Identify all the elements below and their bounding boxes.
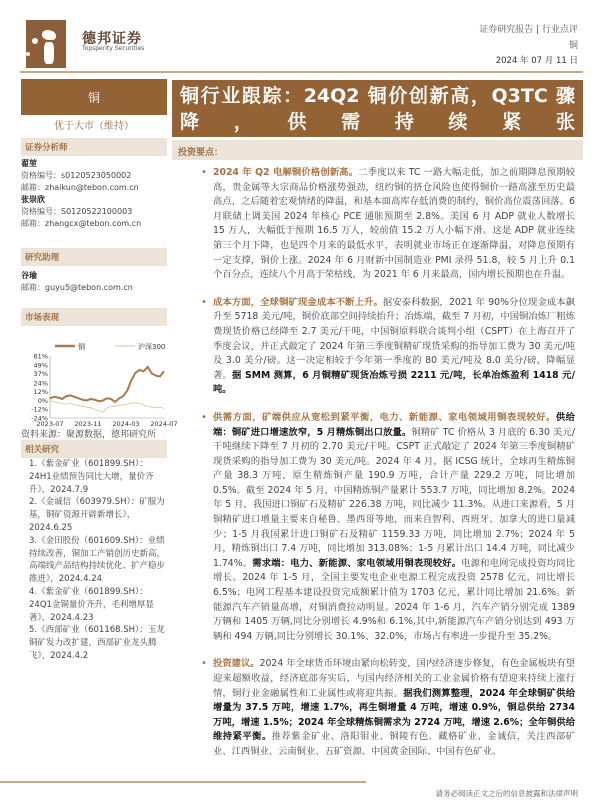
legend-label: 沪深300 [138, 343, 166, 351]
y-tick-label: -24% [31, 414, 48, 423]
bullet-icon: • [201, 167, 207, 178]
cert-label: 资格编号： [21, 207, 61, 216]
y-tick-label: 61% [33, 352, 48, 361]
point-heading: 投资建议。 [213, 658, 260, 670]
bullet-icon: • [201, 658, 207, 670]
sector-label: 铜 [21, 79, 167, 115]
invest-points-body [201, 166, 575, 773]
related-item[interactable]: 4.《紫金矿业（601899.SH）：24Q1金铜量价齐升，毛利增厚显著》，2024.4.23 [29, 586, 154, 623]
invest-point [201, 657, 575, 759]
related-item[interactable]: 1.《紫金矿业（601899.SH）：24H1业绩预告同比大增，量价齐升》，2024.7.9 [29, 459, 154, 495]
cert-label: 资格编号： [21, 171, 61, 180]
x-tick-label: 2024-07 [150, 420, 178, 428]
point-text: 据我们测算整理，2024 年全球铜矿供给增量为 37.5 万吨，增速 1.7%，再生铜增量 4 万吨，增速 0.9%，铜总供给 2734 万吨，增速 1.5%；2024 年全球精炼铜需求为 2724 万吨，增速 2.6%；全年铜供给维持紧平衡。 [213, 687, 575, 743]
header-sector: 铜 [568, 41, 578, 51]
invest-point [201, 411, 575, 645]
y-tick-label: 49% [33, 361, 48, 370]
analyst [21, 158, 167, 194]
footer-disclaimer: 请务必阅读正文之后的信息披露和法律声明 [435, 789, 578, 798]
related-item[interactable]: 2.《金诚信（603979.SH）：矿服为基，铜矿资源开辟新增长》，2024.6.25 [29, 497, 165, 533]
point-text: 铜精矿 TC 价格从 3 月底的 6.30 美元/干吨继续下降至 7 月初的 2.70 美元/干吨。CSPT 正式敲定了 2024 年第三季度铜精矿现货采购的指导加工费为 30 美元/吨。2024 年 4 月，据 ICSG 统计，全球再生精炼铜产量 38.3 万吨，原生精炼铜产量 190.9 万吨，合计产量 229.2 万吨，同比增加 0.5%。截至 2024 年 5 月，中国精炼铜产量累计 553.7 万吨，同比增加 8.2%。2024 年 5 月，我国进口铜矿石及精矿 226.38 万吨，同比减少 11.3%。从进口来源看，5 月铜精矿进口增量主要来自秘鲁、墨西哥等地，而来自智利、西班牙、加拿大的进口量减少；1-5 月我国累计进口铜矿石及精矿 1159.33 万吨，同比增加 2.7%；2024 年 5 月，精炼铜出口 7.4 万吨，同比增加 313.08%；1-5 月累计出口 14.4 万吨，同比减少 1.74%。 [213, 426, 575, 569]
footer-divider [0, 781, 366, 783]
report-type: 证券研究报告 | 行业点评 [479, 25, 578, 35]
brand-name-en: Topsperity Securities [82, 45, 145, 52]
market-performance-chart [20, 334, 178, 434]
bullet-icon: • [201, 296, 207, 308]
point-text: 供给端：铜矿进口增速放窄，5 月精炼铜出口放量。 [213, 411, 575, 438]
point-text: 据 SMM 测算，6 月铜精矿现货冶炼亏损 2211 元/吨，长单冶炼盈利 1418 元/吨。 [213, 369, 575, 396]
related-heading: 相关研究 [21, 440, 167, 458]
point-heading: 2024 年 Q2 电解铜价格创新高。 [213, 167, 359, 178]
rating: 优于大市（维持） [54, 121, 134, 132]
email-label: 邮箱： [21, 283, 45, 292]
analyst-cert: s0120523050002 [61, 171, 132, 180]
analyst-cert: S0120522100003 [61, 207, 133, 216]
analyst-email[interactable]: zhaikun@tebon.com.cn [45, 183, 139, 192]
analyst-heading: 证券分析师 [21, 138, 167, 156]
point-text: 2024 年全球货币环境由紧向松转变，国内经济逐步修复，有色金属板块有望迎来超额收益，经济底部夯实后，与国内经济相关的工业金属价格有望迎来持续上涨行情，铜行业金融属性和工业属性或将迎共振。 [213, 658, 575, 699]
email-label: 邮箱： [21, 183, 45, 192]
x-tick-label: 2023-11 [74, 420, 102, 428]
x-tick-label: 2024-03 [112, 420, 140, 428]
series-line-hs300 [50, 401, 164, 413]
assistant-heading: 研究助理 [21, 248, 167, 266]
invest-point [201, 166, 575, 283]
brand-name: 德邦证券 [82, 31, 142, 47]
y-tick-label: 12% [33, 388, 48, 397]
y-tick-label: 24% [33, 379, 48, 388]
company-logo [26, 20, 66, 68]
assistant-name: 谷瑜 [21, 271, 37, 280]
invest-point [201, 296, 575, 398]
point-text: 据安泰科数据，2021 年 90%分位现金成本飙升至 5718 美元/吨，铜价底部空间持续抬升；冶炼端，截至 7 月初，中国铜冶炼厂粗炼费现货价格已经降至 2.7 美元/干吨，中国铜原料联合谈判小组（CSPT）在上海召开了季度会议，并正式敲定了 2024 年第三季度铜精矿现货采购的指导加工费为 30 美元/吨及 3.0 美分/磅。这一决定相较于今年第一季度的 80 美元/吨及 8.0 美分/磅，降幅显著。 [213, 296, 575, 381]
report-title: 铜行业跟踪：24Q2 铜价创新高，Q3TC 骤降，供需持续紧张 [172, 80, 583, 137]
invest-points-heading: 投资要点： [172, 140, 583, 160]
related-item[interactable]: 3.《金田股份（601609.SH）：业绩持续改善，铜加工产销创历史新高，高端线产品结构持续优化、扩产稳步推进》，2024.4.24 [29, 535, 166, 585]
chart-source: 资料来源：聚源数据，德邦研究所 [21, 430, 157, 440]
series-line-copper [50, 367, 164, 402]
assistant-email[interactable]: guyu5@tebon.com.cn [45, 283, 133, 292]
email-label: 邮箱： [21, 219, 45, 228]
report-date: 2024 年 07 月 11 日 [495, 56, 578, 66]
analyst-name: 张崇欣 [21, 195, 45, 204]
x-tick-label: 2023-07 [36, 420, 64, 428]
y-tick-label: 37% [33, 370, 48, 379]
analyst [21, 194, 167, 230]
legend-label: 铜 [78, 343, 85, 351]
assistant-info [21, 270, 167, 294]
point-text: 需求端：电力、新能源、家电领域用铜表现较好。 [252, 557, 462, 569]
point-heading: 供需方面，矿端供应从宽松到紧平衡，电力、新能源、家电领域用铜表现较好。 [213, 411, 556, 423]
analyst-name: 翟堃 [21, 159, 37, 168]
point-text: 电源和电网完成投资均同比增长。2024 年 1-5 月，全国主要发电企业电源工程完成投资 2578 亿元，同比增长 6.5%；电网工程基本建设投资完成额累计值为 1703 亿元，累计同比增加 21.6%。新能源汽车产销量高增，对铜消费拉动明显。2024 年 1-6 月，汽车产销分别完成 1389 万辆和 1405 万辆,同比分别增长 4.9%和 6.1%,其中,新能源汽车产销分别达到 493 万辆和 494 万辆,同比分别增长 30.1%、32.0%，市场占有率进一步提升至 35.2%。 [213, 557, 575, 642]
analyst-list [21, 158, 167, 230]
market-heading: 市场表现 [21, 308, 167, 326]
analyst-email[interactable]: zhangcx@tebon.com.cn [45, 219, 142, 228]
y-tick-label: 0% [37, 396, 48, 405]
point-text: 二季度以来 TC 一路大幅走低，加之前期降息预期较高，贵金属等大宗商品价格涨势强劲，纽约铜的挤仓风险也使得铜价一路高涨至历史最高点，之后随着宏观情绪的降温，和基本面高库存低消费的制约，铜价高位震荡回落。6 月联储上调美国 2024 年核心 PCE 通胀预期至 2.8%。美国 6 月 ADP 就业人数增长 15 万人，大幅低于预期 16.5 万人，较前值 15.2 万人小幅下滑。这是 ADP 就业连续第三个月下降，也是四个月来的最低水平，表明就业市场正在逐渐降温，对降息预期有一定支撑，铜价上涨。2024 年 6 月财新中国制造业 PMI 录得 51.8，较 5 月上升 0.1 个百分点，连续八个月高于荣枯线，为 2021 年 6 月来最高，国内增长预期也在升温。 [213, 167, 575, 281]
header-divider [20, 71, 583, 73]
related-item[interactable]: 5.《西部矿业（601168.SH）：玉龙铜矿发力改扩建，西部矿业龙头腾飞》，2024.4.2 [29, 625, 165, 661]
bullet-icon: • [201, 411, 207, 423]
point-heading: 成本方面，全球铜矿现金成本不断上升。 [213, 296, 383, 308]
point-text: 推荐紫金矿业、洛阳钼业、铜陵有色、藏格矿业、金诚信，关注西部矿业、江西铜业、云南铜业、五矿资源、中国黄金国际、中国有色矿业。 [213, 731, 575, 757]
related-list [21, 458, 167, 663]
y-tick-label: -12% [31, 405, 48, 414]
